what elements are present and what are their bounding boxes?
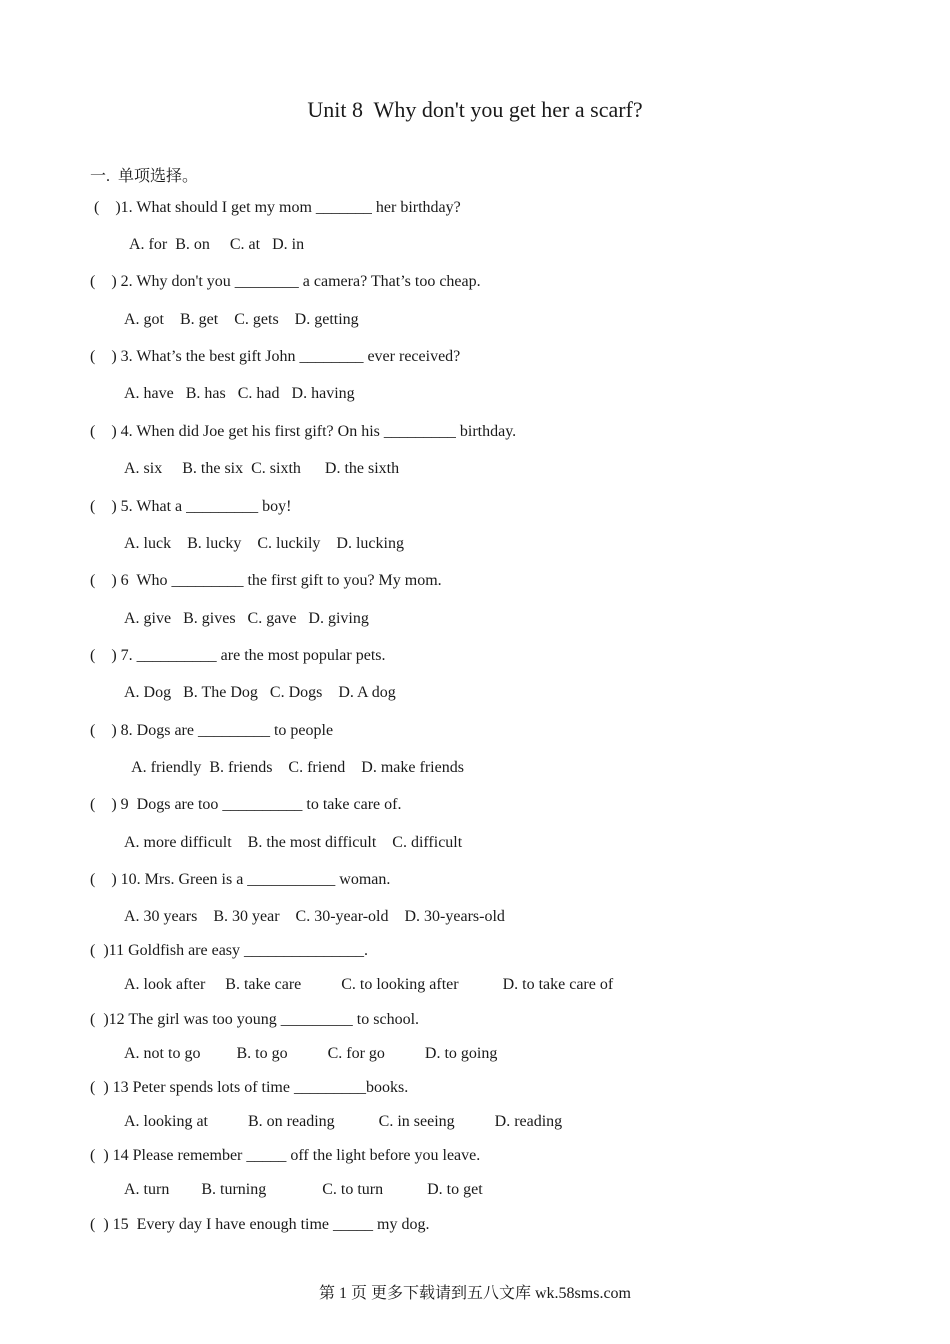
question-5: ( ) 5. What a _________ boy! (90, 498, 292, 515)
question-1: ( )1. What should I get my mom _______ her birthday? (90, 199, 461, 216)
question-5-options: A. luck B. lucky C. luckily D. lucking (124, 535, 404, 552)
page-footer: 第 1 页 更多下载请到五八文库 wk.58sms.com (318, 1285, 631, 1302)
question-15: ( ) 15 Every day I have enough time _____ my dog. (90, 1216, 430, 1233)
question-6-options: A. give B. gives C. gave D. giving (124, 610, 369, 627)
question-10: ( ) 10. Mrs. Green is a ___________ woman. (90, 871, 391, 888)
question-14-options: A. turn B. turning C. to turn D. to get (124, 1181, 483, 1198)
question-12: ( )12 The girl was too young _________ to school. (90, 1011, 420, 1028)
question-1-options: A. for B. on C. at D. in (129, 236, 305, 253)
question-9: ( ) 9 Dogs are too __________ to take care of. (90, 796, 402, 813)
question-3-options: A. have B. has C. had D. having (124, 385, 355, 402)
question-6: ( ) 6 Who _________ the first gift to you? My mom. (90, 572, 442, 589)
section-heading: 一. 单项选择。 (90, 168, 199, 185)
question-2-options: A. got B. get C. gets D. getting (124, 311, 359, 328)
question-8: ( ) 8. Dogs are _________ to people (90, 722, 334, 739)
question-2: ( ) 2. Why don't you ________ a camera? That’s too cheap. (90, 273, 481, 290)
question-4-options: A. six B. the six C. sixth D. the sixth (124, 460, 400, 477)
page-title: Unit 8 Why don't you get her a scarf? (307, 97, 643, 122)
question-11-options: A. look after B. take care C. to looking after D. to take care of (124, 976, 614, 993)
question-14: ( ) 14 Please remember _____ off the light before you leave. (90, 1147, 481, 1164)
question-8-options: A. friendly B. friends C. friend D. make friends (124, 759, 464, 776)
question-11: ( )11 Goldfish are easy _______________. (90, 942, 369, 959)
question-4: ( ) 4. When did Joe get his first gift? On his _________ birthday. (90, 423, 517, 440)
question-13: ( ) 13 Peter spends lots of time _________books. (90, 1079, 409, 1096)
question-3: ( ) 3. What’s the best gift John ________ ever received? (90, 348, 461, 365)
question-12-options: A. not to go B. to go C. for go D. to going (124, 1045, 498, 1062)
question-7: ( ) 7. __________ are the most popular pets. (90, 647, 386, 664)
question-13-options: A. looking at B. on reading C. in seeing D. reading (124, 1113, 563, 1130)
question-9-options: A. more difficult B. the most difficult C. difficult (124, 834, 463, 851)
question-7-options: A. Dog B. The Dog C. Dogs D. A dog (124, 684, 396, 701)
question-10-options: A. 30 years B. 30 year C. 30-year-old D. 30-years-old (124, 908, 505, 925)
